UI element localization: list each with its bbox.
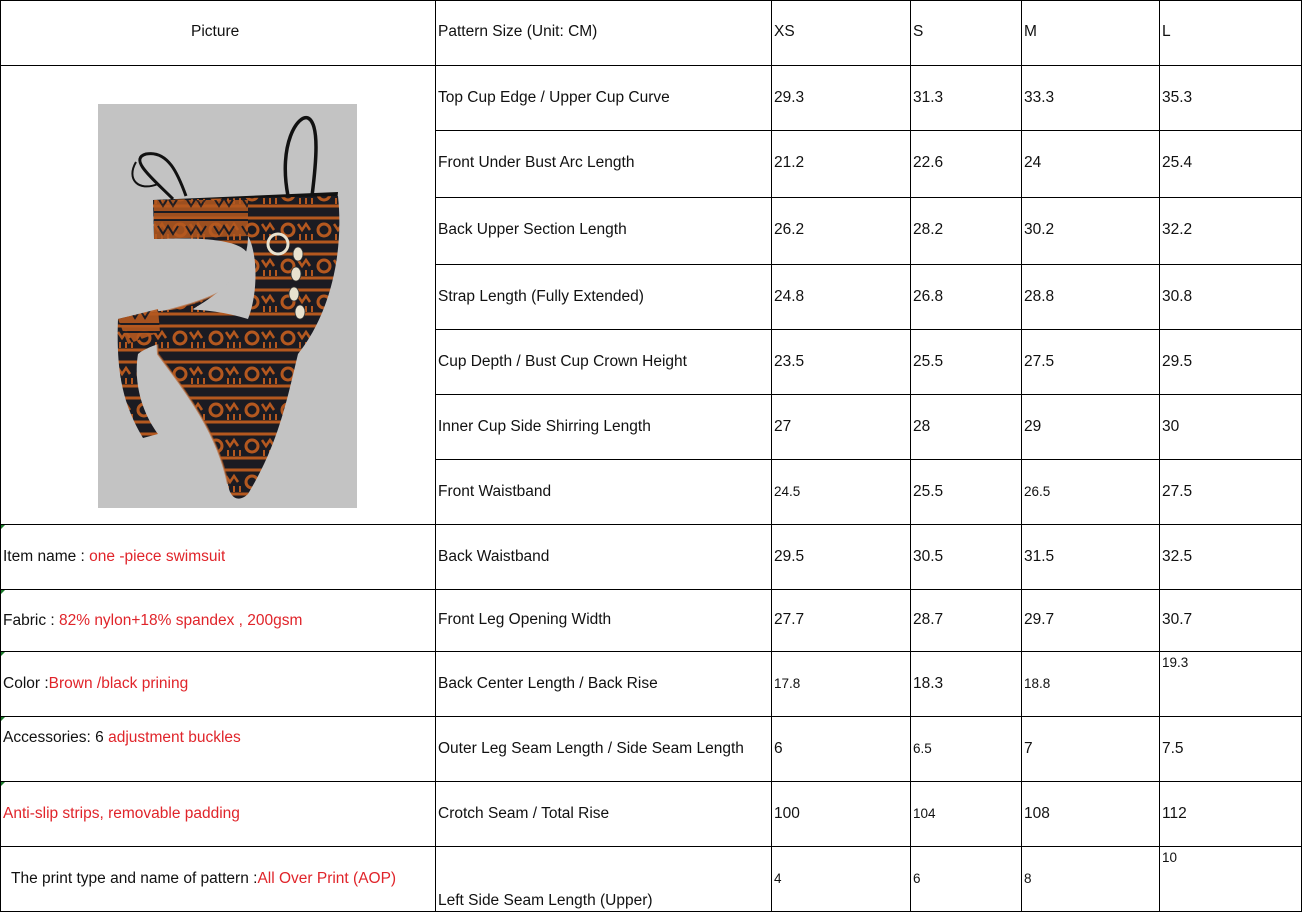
row-label: Inner Cup Side Shirring Length [438,418,651,435]
row-value-xs: 17.8 [774,676,801,691]
row-label: Cup Depth / Bust Cup Crown Height [438,353,687,370]
row-value-m: 26.5 [1024,484,1051,499]
header-size-s: S [913,23,924,40]
row-value-l: 35.3 [1162,89,1193,106]
row-value-s: 6.5 [913,741,932,756]
row-value-m: 28.8 [1024,288,1055,305]
row-value-s: 28.2 [913,221,944,238]
row-value-l: 27.5 [1162,483,1193,500]
row-label: Back Waistband [438,548,550,565]
column-line [910,0,911,912]
cell-comment-marker [1,525,5,529]
row-value-m: 27.5 [1024,353,1055,370]
cell-comment-marker [1,590,5,594]
print-cell [11,870,396,888]
row-value-m: 108 [1024,805,1050,822]
features-cell: Anti-slip strips, removable padding [3,805,240,822]
row-value-l: 25.4 [1162,154,1193,171]
row-value-s: 26.8 [913,288,944,305]
row-label: Crotch Seam / Total Rise [438,805,610,822]
column-line [435,0,436,912]
row-value-l: 29.5 [1162,353,1193,370]
row-line [435,264,1302,265]
fabric-value: 82% nylon+18% spandex , 200gsm [58,612,303,629]
row-label: Left Side Seam Length (Upper) [438,892,653,909]
row-label: Strap Length (Fully Extended) [438,288,644,305]
row-line [435,197,1302,198]
row-label: Back Center Length / Back Rise [438,675,658,692]
item-name-cell [3,548,225,566]
row-value-s: 28.7 [913,611,944,628]
header-size-m: M [1024,23,1037,40]
accessories-cell [3,729,241,747]
row-line [435,329,1302,330]
header-pattern-size: Pattern Size (Unit: CM) [438,23,598,40]
print-label: The print type and name of pattern : [11,870,258,887]
row-line [0,846,1302,847]
item-name-label: Item name : [3,548,90,565]
fabric-label: Fabric : [3,612,59,629]
row-value-s: 104 [913,806,936,821]
row-line [0,781,1302,782]
header-size-l: L [1162,23,1171,40]
row-value-s: 25.5 [913,353,944,370]
row-value-xs: 26.2 [774,221,805,238]
row-value-xs: 4 [774,871,782,886]
row-value-xs: 100 [774,805,800,822]
row-line [0,651,1302,652]
row-label: Back Upper Section Length [438,221,627,238]
row-value-xs: 23.5 [774,353,805,370]
row-value-l: 30.7 [1162,611,1193,628]
accessories-label: Accessories: 6 [3,729,109,746]
row-label: Top Cup Edge / Upper Cup Curve [438,89,670,106]
row-value-xs: 24.5 [774,484,801,499]
row-value-l: 32.5 [1162,548,1193,565]
table-border-left [0,0,1,912]
column-line [771,0,772,912]
row-value-s: 18.3 [913,675,944,692]
row-value-l: 10 [1162,850,1178,865]
accessories-value: adjustment buckles [108,729,241,746]
row-value-xs: 27 [774,418,792,435]
row-label: Front Leg Opening Width [438,611,612,628]
row-value-m: 24 [1024,154,1042,171]
row-value-s: 31.3 [913,89,944,106]
row-value-l: 112 [1162,805,1187,822]
table-border-top [0,0,1302,1]
header-size-xs: XS [774,23,795,40]
print-value: All Over Print (AOP) [257,870,397,887]
column-line [1021,0,1022,912]
row-label: Front Waistband [438,483,552,500]
row-value-xs: 6 [774,740,783,757]
row-value-s: 30.5 [913,548,944,565]
cell-comment-marker [1,782,5,786]
row-value-l: 7.5 [1162,740,1184,757]
row-value-xs: 29.3 [774,89,805,106]
row-value-m: 18.8 [1024,676,1051,691]
color-label: Color : [3,675,49,692]
row-line [435,459,1302,460]
header-picture: Picture [191,23,240,40]
row-line [0,65,1302,66]
row-label: Outer Leg Seam Length / Side Seam Length [438,740,744,757]
cell-comment-marker [1,652,5,656]
column-line [1159,0,1160,912]
row-value-l: 30.8 [1162,288,1193,305]
row-value-l: 19.3 [1162,655,1189,670]
fabric-cell [3,612,302,630]
row-value-s: 28 [913,418,931,435]
row-value-m: 7 [1024,740,1033,757]
row-line [435,394,1302,395]
row-line [435,130,1302,131]
row-value-m: 31.5 [1024,548,1055,565]
color-value: Brown /black prining [48,675,189,692]
row-value-m: 29.7 [1024,611,1055,628]
row-label: Front Under Bust Arc Length [438,154,635,171]
row-value-l: 32.2 [1162,221,1193,238]
row-value-xs: 24.8 [774,288,805,305]
row-line [0,589,1302,590]
row-value-xs: 29.5 [774,548,805,565]
row-value-m: 29 [1024,418,1042,435]
row-value-s: 6 [913,871,921,886]
cell-comment-marker [1,717,5,721]
row-value-m: 30.2 [1024,221,1055,238]
row-line [0,716,1302,717]
row-value-l: 30 [1162,418,1180,435]
row-line [0,524,1302,525]
row-value-s: 22.6 [913,154,944,171]
swimsuit-photo [98,104,357,508]
color-cell [3,675,188,693]
row-value-xs: 27.7 [774,611,805,628]
row-value-m: 8 [1024,871,1032,886]
row-value-m: 33.3 [1024,89,1055,106]
row-value-xs: 21.2 [774,154,805,171]
item-name-value: one -piece swimsuit [89,548,226,565]
row-value-s: 25.5 [913,483,944,500]
